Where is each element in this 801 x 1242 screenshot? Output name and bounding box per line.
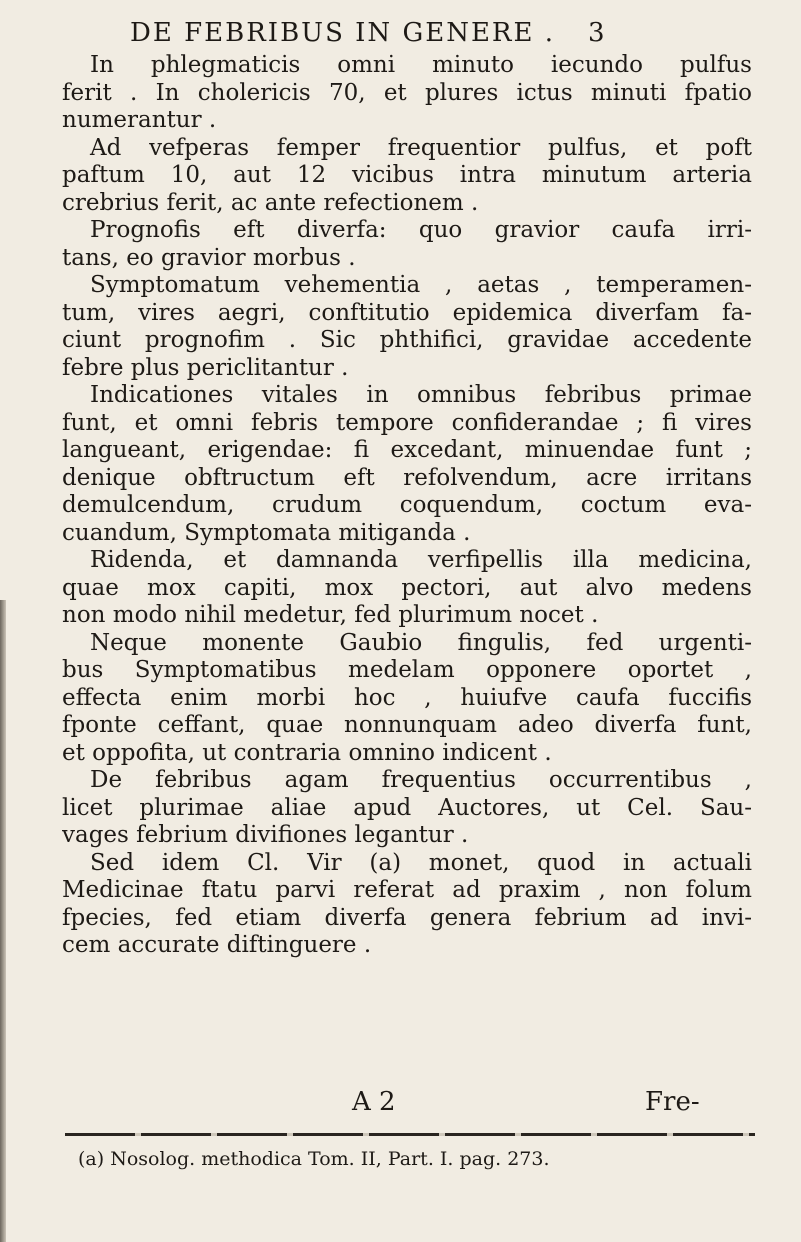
- text-line: bus Symptomatibus medelam opponere oportet ,: [62, 657, 752, 683]
- text-line: Ad vefperas femper frequentior pulfus, et poft: [90, 134, 752, 161]
- body-text: [62, 52, 752, 960]
- text-line: In phlegmaticis omni minuto iecundo pulfus: [90, 52, 752, 78]
- text-line: demulcendum, crudum coquendum, coctum eva-: [62, 492, 752, 518]
- text-line: paftum 10, aut 12 vicibus intra minutum arteria: [62, 162, 752, 188]
- text-line: quae mox capiti, mox pectori, aut alvo medens: [62, 574, 752, 601]
- signature-line: [0, 1087, 801, 1117]
- text-line: cem accurate diftinguere .: [62, 932, 372, 958]
- catchword: Fre-: [645, 1087, 700, 1117]
- text-line: Medicinae ftatu parvi referat ad praxim , non folum: [62, 877, 752, 903]
- text-line: ciunt prognofim . Sic phthifici, gravidae accedente: [62, 327, 752, 353]
- text-line: et oppofita, ut contraria omnino indicent .: [62, 739, 552, 766]
- signature-mark: A 2: [352, 1087, 396, 1117]
- text-line: Symptomatum vehementia , aetas , temperamen-: [90, 272, 752, 298]
- text-line: febre plus periclitantur .: [62, 354, 349, 381]
- binding-gutter-shadow: [0, 600, 6, 1242]
- text-line: fpecies, fed etiam diverfa genera febrium ad invi-: [62, 904, 752, 931]
- text-line: fponte ceffant, quae nonnunquam adeo diverfa funt,: [62, 712, 752, 738]
- text-line: ferit . In cholericis 70, et plures ictus minuti fpatio: [62, 79, 752, 106]
- text-line: effecta enim morbi hoc , huiufve caufa fuccifis: [62, 684, 752, 711]
- text-line: Sed idem Cl. Vir (a) monet, quod in actuali: [90, 849, 752, 876]
- text-line: tum, vires aegri, conftitutio epidemica diverfam fa-: [62, 299, 752, 326]
- text-line: Prognofis eft diverfa: quo gravior caufa irri-: [90, 217, 752, 243]
- text-line: numerantur .: [62, 107, 217, 133]
- footnote: (a) Nosolog. methodica Tom. II, Part. I. pag. 273.: [78, 1148, 550, 1170]
- text-line: funt, et omni febris tempore confiderandae ; fi vires: [62, 409, 752, 436]
- text-line: Indicationes vitales in omnibus febribus primae: [90, 382, 752, 408]
- text-line: vages febrium divifiones legantur .: [62, 822, 469, 848]
- text-line: denique obftructum eft refolvendum, acre irritans: [62, 464, 752, 491]
- text-line: cuandum, Symptomata mitiganda .: [62, 519, 471, 546]
- text-line: Ridenda, et damnanda verfipellis illa medicina,: [90, 547, 752, 573]
- text-line: non modo nihil medetur, fed plurimum nocet .: [62, 602, 599, 628]
- text-line: tans, eo gravior morbus .: [62, 244, 356, 271]
- text-line: crebrius ferit, ac ante refectionem .: [62, 189, 479, 216]
- running-title: DE FEBRIBUS IN GENERE .: [130, 18, 556, 48]
- text-line: langueant, erigendae: fi excedant, minuendae funt ;: [62, 437, 752, 463]
- text-line: licet plurimae aliae apud Auctores, ut Cel. Sau-: [62, 794, 752, 821]
- running-header: [130, 18, 630, 48]
- text-line: Neque monente Gaubio fingulis, fed urgenti-: [90, 629, 752, 656]
- footnote-rule: [65, 1133, 755, 1136]
- text-line: De febribus agam frequentius occurrentibus ,: [90, 767, 752, 793]
- page-number: 3: [588, 18, 607, 48]
